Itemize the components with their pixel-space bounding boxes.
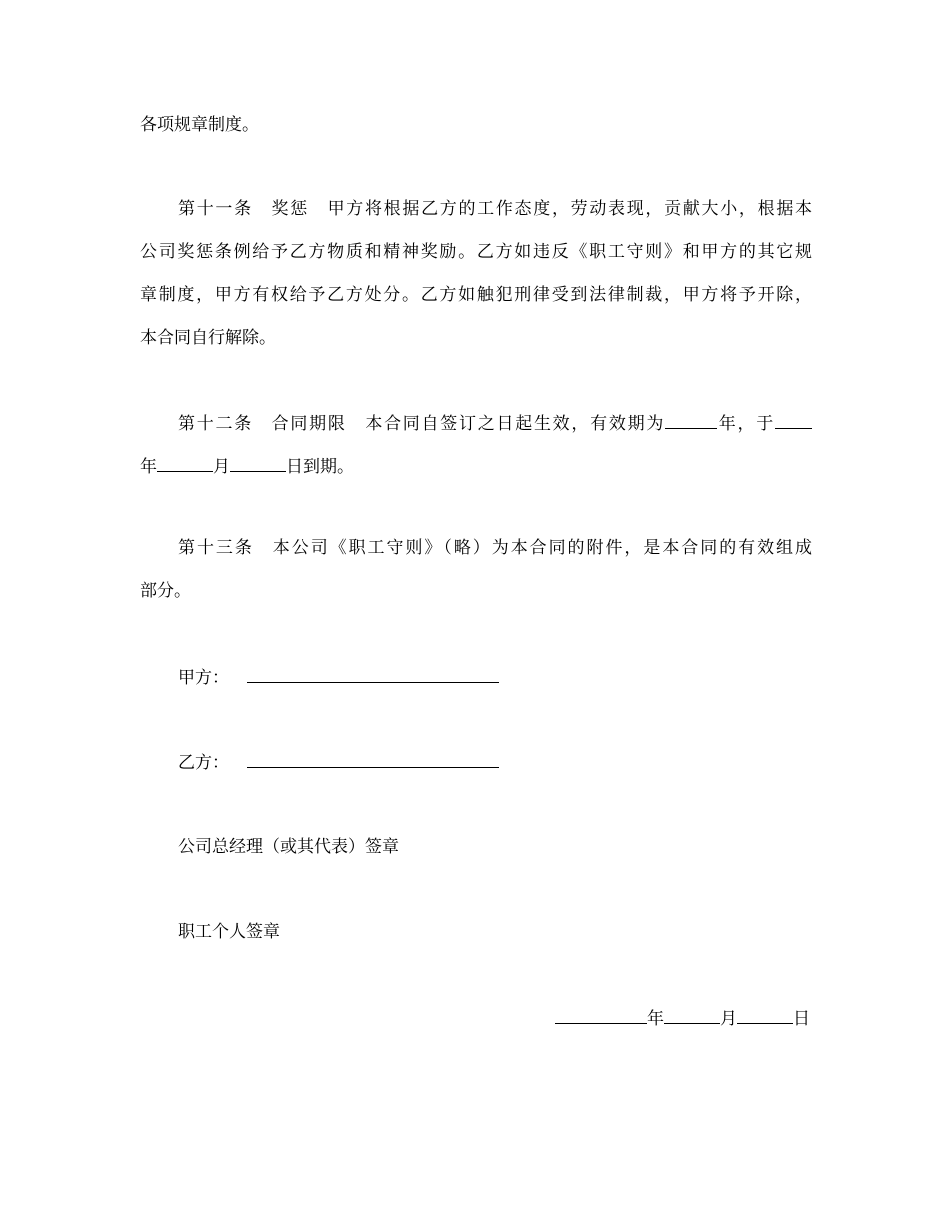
article-13-line-2: 部分。 [140,581,191,601]
article-12-number: 第十二条 [178,414,253,434]
party-a-signature-row [140,664,812,690]
validity-years-blank [665,410,717,429]
article-12-year-label: 年 [717,414,738,434]
date-day-blank[interactable] [737,1005,793,1024]
party-b-signature-row [140,749,812,775]
article-11-line-3: 章制度，甲方有权给予乙方处分。乙方如触犯刑律受到法律制裁，甲方将予开除， [140,285,812,305]
article-12-heading: 合同期限 [269,414,347,434]
article-12-text-2: ，于 [737,414,776,434]
article-11-line-4: 本合同自行解除。 [140,328,276,348]
expiry-month-blank [157,453,213,472]
party-b-label: 乙方： [178,753,229,773]
article-12-line-2 [140,453,812,479]
date-day-label: 日 [793,1009,810,1029]
article-13-number: 第十三条 [178,538,254,558]
article-12-year-label-2: 年 [140,457,157,477]
party-b-signature-line[interactable] [247,749,499,768]
article-11-number: 第十一条 [178,199,253,219]
date-year-blank[interactable] [555,1005,647,1024]
article-11-line-2: 公司奖惩条例给予乙方物质和精神奖励。乙方如违反《职工守则》和甲方的其它规 [140,242,812,262]
date-year-label: 年 [647,1009,664,1029]
article-12-text-1: 本合同自签订之日起生效，有效期为 [363,414,666,434]
manager-seal-label: 公司总经理（或其代表）签章 [178,837,399,857]
article-12-end-text: 日到期。 [286,457,354,477]
expiry-year-blank [775,410,812,429]
continued-text: 各项规章制度。 [140,115,259,135]
article-12-month-label: 月 [213,457,230,477]
party-a-signature-line[interactable] [247,664,499,683]
date-month-label: 月 [720,1009,737,1029]
party-a-label: 甲方： [178,668,229,688]
article-11-line-1 [140,196,812,222]
employee-seal-label: 职工个人签章 [178,922,280,942]
article-13-line-1 [140,535,812,561]
article-11-text-1: 甲方将根据乙方的工作态度，劳动表现，贡献大小，根据本 [325,199,813,219]
expiry-day-blank [230,453,286,472]
date-month-blank[interactable] [664,1005,720,1024]
article-13-text-1: 本公司《职工守则》（略）为本合同的附件，是本合同的有效组成 [270,538,813,558]
article-11-heading: 奖惩 [269,199,309,219]
article-12-line-1 [140,410,812,436]
signing-date-row [555,1005,810,1031]
